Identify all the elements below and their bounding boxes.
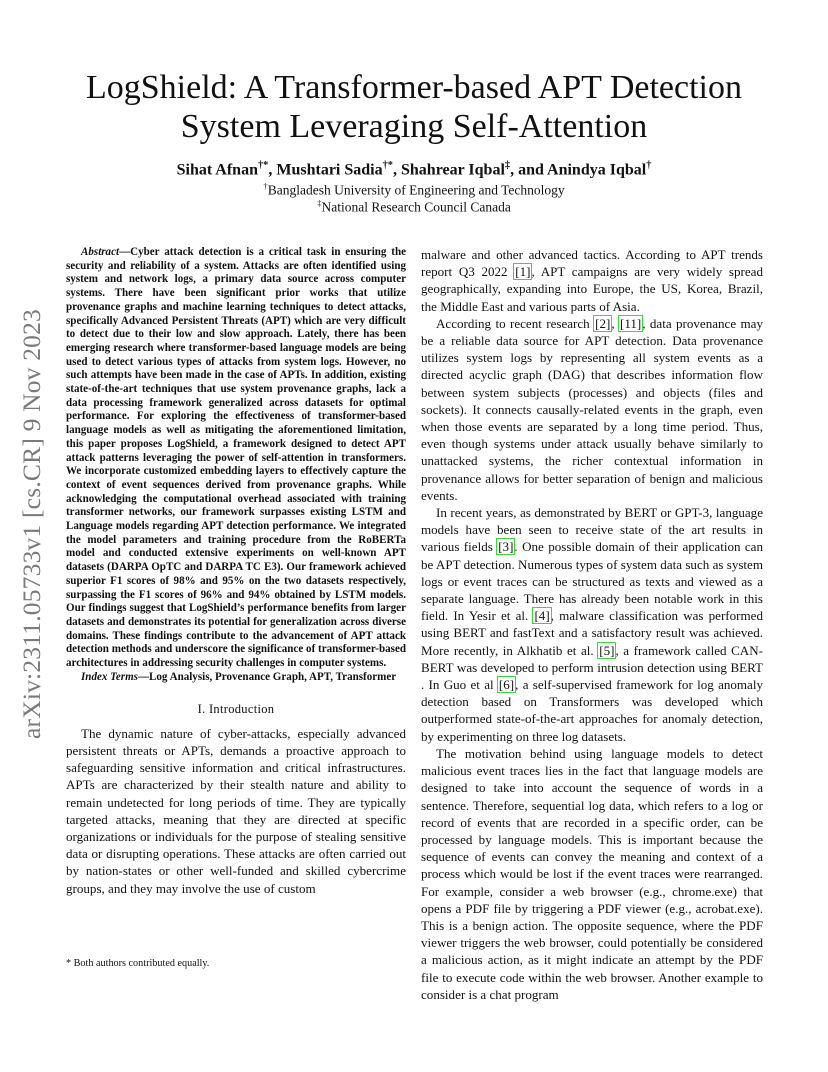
affiliation-1 — [0, 181, 828, 199]
text-span: In recent years, as demonstrated by BERT or GPT-3, language models have been seen to receive state of the art results in various fields — [421, 505, 763, 555]
paper-title — [0, 68, 828, 146]
author-list — [0, 160, 828, 179]
author-name: Shahrear Iqbal — [401, 161, 505, 179]
text-span: , data provenance may be a reliable data source for APT detection. Data provenance utilizes system logs by representing all system events as a directed acyclic graph (DAG) that describes information flow between system subjects (processes) and objects (files and sockets). It connects causally-related events in the graph, even when those events are separated by a long time period. Thus, even though systems under attack usually behave similarly to unattacked systems, the richer contextual information in provenance allows for better separation of benign and malicious events. — [421, 315, 763, 503]
abstract-text: —Cyber attack detection is a critical task in ensuring the security and reliability of a system. Attacks are often identified using system and network logs, a primary data source across computer systems. There have been significant prior works that utilize provenance graphs and machine learning techniques to detect attacks, specifically Advanced Persistent Threats (APT) which are very difficult to detect due to their low and slow approach. Lately, there has been emerging research where transformer-based language models are being used to detect various types of attacks from system logs. However, no such attempts have been made in the case of APTs. In addition, existing state-of-the-art techniques that use system provenance graphs, lack a data processing framework generalized across datasets for optimal performance. For exploring the effectiveness of transformer-based language models as well as mitigating the aforementioned limitation, this paper proposes LogShield, a framework designed to detect APT attack patterns leveraging the power of self-attention in transformers. We incorporate customized embedding layers to effectively capture the context of event sequences derived from provenance graphs. While acknowledging the computational overhead associated with training transformer networks, our framework surpasses existing LSTM and Language models regarding APT detection performance. We integrated the model parameters and training procedure from the RoBERTa model and conducted extensive experiments on well-known APT datasets (DARPA OpTC and DARPA TC E3). Our framework achieved superior F1 scores of 98% and 95% on the two datasets respectively, surpassing the F1 scores of 96% and 94% obtained by LSTM models. Our findings suggest that LogShield’s performance benefits from larger datasets and demonstrates its potential for generalization across diverse domains. These findings contribute to the advancement of APT attack detection methods and underscore the significance of transformer-based architectures in addressing security challenges in computer systems. — [66, 246, 406, 670]
author-separator: , and — [510, 161, 548, 179]
text-span: , a self-supervised framework for log anomaly detection based on Transformers was developed which outperformed state-of-the-art approaches for anomaly detection, by experimenting on three log datasets. — [421, 677, 763, 744]
arxiv-id-text: arXiv:2311.05733v1 [cs.CR] 9 Nov 2023 — [17, 308, 46, 740]
citation-link[interactable]: [5] — [599, 642, 615, 658]
author-mark: ‡ — [504, 160, 511, 171]
text-span: , — [611, 315, 619, 331]
affiliation-text: Bangladesh University of Engineering and Technology — [267, 182, 565, 198]
author-mark: †* — [382, 160, 393, 171]
abstract-label: Abstract — [81, 246, 120, 258]
text-span: , a framework called CAN-BERT was developed to perform intrusion detection using BERT . In Guo et al — [421, 642, 763, 693]
citation-link[interactable]: [4] — [534, 608, 550, 624]
abstract — [66, 246, 406, 671]
left-column — [66, 246, 406, 897]
text-span: , malware classification was performed using BERT and fastText and a satisfactory result was achieved. More recently, in Alkhatib et al. — [421, 608, 763, 658]
section-heading-introduction: I. Introduction — [197, 701, 275, 716]
citation-link[interactable]: [1] — [515, 264, 531, 280]
right-column — [421, 246, 763, 1003]
author-mark: †* — [257, 160, 269, 171]
author-mark: † — [646, 160, 652, 171]
paragraph-motivation: The motivation behind using language models to detect malicious event traces lies in the fact that language models are designed to take into account the sequence of words in a sentence. Therefore, sequential log data, which refers to a log or record of events that are recorded in a specific order, can be processed by language models. This is important because the sequence of events can convey the meaning and context of a process which would be lost if the event traces were rearranged. For example, consider a web browser (e.g., chrome.exe) that opens a PDF file by triggering a PDF viewer (e.g., acrobat.exe). This is a benign action. The opposite sequence, where the PDF viewer triggers the web browser, could potentially be considered a malicious action, as it might indicate an attempt by the PDF file to execute code within the web browser. Another example to consider is a chat program — [421, 745, 763, 1002]
author-separator: , — [268, 161, 277, 179]
title-line-1: LogShield: A Transformer-based APT Detection — [86, 69, 742, 106]
text-span: malware and other advanced tactics. According to APT trends report Q3 2022 — [421, 247, 763, 280]
paragraph-language-models — [421, 504, 763, 745]
citation-link[interactable]: [2] — [595, 315, 611, 331]
index-terms-text: —Log Analysis, Provenance Graph, APT, Transformer — [137, 670, 397, 683]
author-name: Mushtari Sadia — [276, 161, 383, 179]
author-name: Anindya Iqbal — [547, 161, 647, 179]
index-terms — [66, 671, 406, 685]
title-line-2: System Leveraging Self-Attention — [180, 108, 648, 145]
affiliation-mark: † — [263, 181, 268, 191]
intro-paragraph: The dynamic nature of cyber-attacks, especially advanced persistent threats or APTs, demands a proactive approach to safeguarding sensitive information and critical infrastructures. APTs are characterized by their stealth nature and ability to remain undetected for long periods of time. They are typically targeted attacks, meaning that they are directed at specific organizations or individuals for the purpose of stealing sensitive data or disrupting operations. These attacks are often carried out by nation-states or other well-funded and skilled cybercrime groups, and they may involve the use of custom — [66, 725, 406, 896]
text-span: According to recent research — [436, 315, 595, 331]
footnote: * Both authors contributed equally. — [66, 958, 210, 969]
text-span: . One possible domain of their application can be APT detection. Numerous types of system data such as system logs or event traces can be structured as texts and viewed as a separate language. There has already been notable work in this field. In Yesir et al. — [421, 539, 763, 624]
affiliation-mark: ‡ — [317, 198, 322, 208]
author-name: Sihat Afnan — [176, 161, 258, 179]
citation-link[interactable]: [6] — [498, 677, 515, 693]
citation-link[interactable]: [3] — [498, 539, 514, 555]
paragraph-continued — [421, 246, 763, 315]
paragraph-provenance — [421, 315, 763, 504]
affiliation-text: National Research Council Canada — [321, 199, 511, 215]
arxiv-identifier — [17, 289, 46, 759]
affiliation-2 — [0, 198, 828, 216]
author-separator: , — [393, 161, 401, 179]
text-span: , APT campaigns are very widely spread geographically, expanding into Europe, the US, Korea, Brazil, the Middle East and various parts of Asia. — [421, 264, 763, 314]
index-terms-label: Index Terms — [81, 670, 138, 683]
citation-link[interactable]: [11] — [619, 315, 642, 331]
